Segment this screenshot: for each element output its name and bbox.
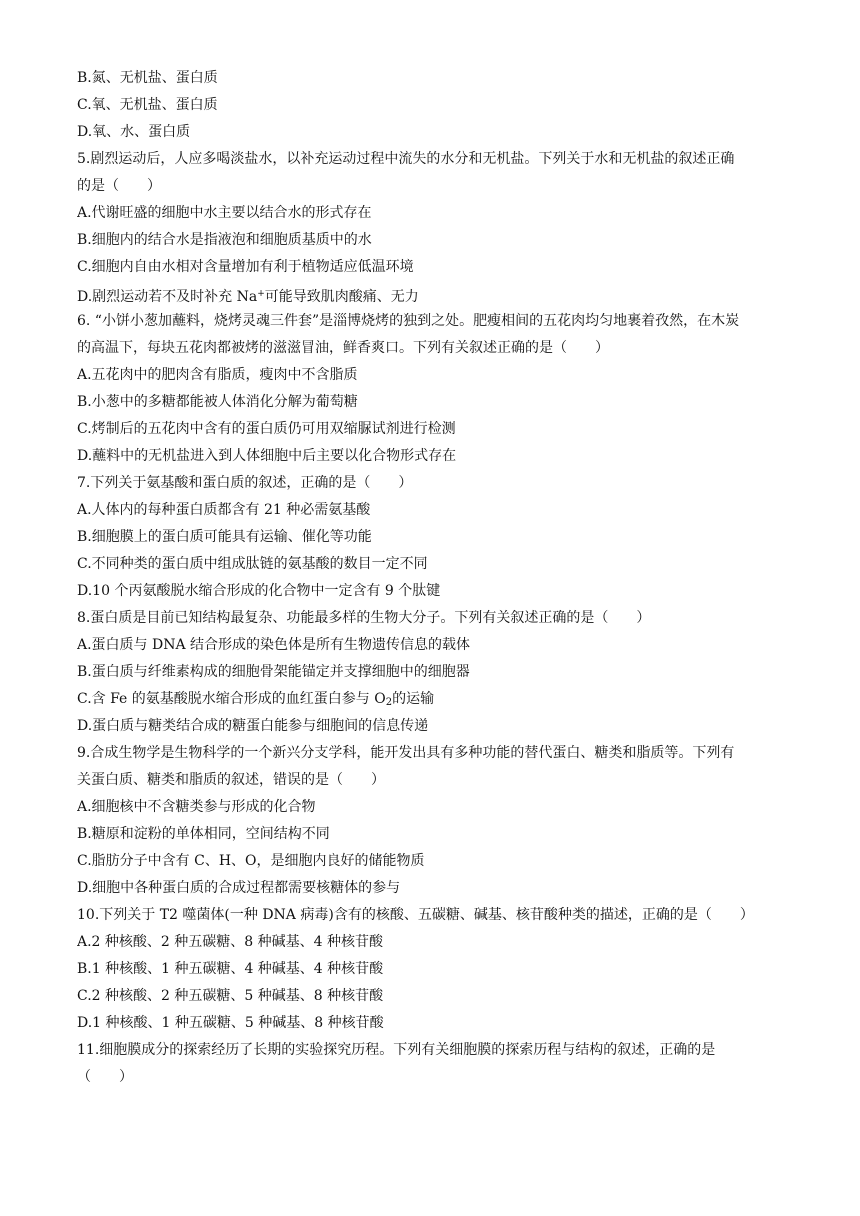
q6-option-a: A.五花肉中的肥肉含有脂质，瘦肉中不含脂质 bbox=[77, 367, 358, 383]
q4-option-b: B.氮、无机盐、蛋白质 bbox=[77, 70, 218, 86]
q9-option-a: A.细胞核中不含糖类参与形成的化合物 bbox=[77, 799, 316, 815]
q10-option-d: D.1 种核酸、1 种五碳糖、5 种碱基、8 种核苷酸 bbox=[77, 1015, 384, 1031]
sodium-charge: + bbox=[257, 289, 265, 299]
q5-option-c: C.细胞内自由水相对含量增加有利于植物适应低温环境 bbox=[77, 259, 414, 275]
q4-option-d: D.氧、水、蛋白质 bbox=[77, 124, 191, 140]
q9-option-b: B.糖原和淀粉的单体相同，空间结构不同 bbox=[77, 826, 330, 842]
q8-option-c bbox=[77, 688, 782, 710]
q5-option-d-text: D.剧烈运动若不及时补充 Na bbox=[77, 289, 258, 305]
q7-option-c: C.不同种类的蛋白质中组成肽链的氨基酸的数目一定不同 bbox=[77, 556, 428, 572]
q5-option-a: A.代谢旺盛的细胞中水主要以结合水的形式存在 bbox=[77, 205, 372, 221]
q9-stem-line1: 9.合成生物学是生物科学的一个新兴分支学科，能开发出具有多种功能的替代蛋白、糖类和脂质等。下列有 bbox=[77, 745, 735, 761]
q8-stem: 8.蛋白质是目前已知结构最复杂、功能最多样的生物大分子。下列有关叙述正确的是（ ） bbox=[77, 610, 651, 626]
q9-stem-line2: 关蛋白质、糖类和脂质的叙述，错误的是（ ） bbox=[77, 772, 385, 788]
q7-option-b: B.细胞膜上的蛋白质可能具有运输、催化等功能 bbox=[77, 529, 372, 545]
q10-option-b: B.1 种核酸、1 种五碳糖、4 种碱基、4 种核苷酸 bbox=[77, 961, 384, 977]
q8-option-d: D.蛋白质与糖类结合成的糖蛋白能参与细胞间的信息传递 bbox=[77, 718, 429, 734]
q11-stem-line1: 11.细胞膜成分的探索经历了长期的实验探究历程。下列有关细胞膜的探索历程与结构的叙述，正确的是 bbox=[77, 1042, 716, 1058]
q8-option-b: B.蛋白质与纤维素构成的细胞骨架能锚定并支撑细胞中的细胞器 bbox=[77, 664, 470, 680]
q6-stem-line2: 的高温下，每块五花肉都被烤的滋滋冒油，鲜香爽口。下列有关叙述正确的是（ ） bbox=[77, 340, 609, 356]
q6-option-b: B.小葱中的多糖都能被人体消化分解为葡萄糖 bbox=[77, 394, 358, 410]
oxygen-subscript: 2 bbox=[385, 697, 393, 708]
q5-stem-line2: 的是（ ） bbox=[77, 178, 161, 194]
q4-option-c: C.氧、无机盐、蛋白质 bbox=[77, 97, 218, 113]
q7-option-a: A.人体内的每种蛋白质都含有 21 种必需氨基酸 bbox=[77, 502, 371, 518]
q6-stem-line1: 6. “小饼小葱加蘸料，烧烤灵魂三件套”是淄博烧烤的独到之处。肥瘦相间的五花肉均匀地裹着孜然，在木炭 bbox=[77, 313, 740, 329]
q11-stem-line2: （ ） bbox=[77, 1069, 133, 1085]
q10-option-c: C.2 种核酸、2 种五碳糖、5 种碱基、8 种核苷酸 bbox=[77, 988, 384, 1004]
q7-option-d: D.10 个丙氨酸脱水缩合形成的化合物中一定含有 9 个肽键 bbox=[77, 583, 441, 599]
q5-option-b: B.细胞内的结合水是指液泡和细胞质基质中的水 bbox=[77, 232, 372, 248]
q9-option-d: D.细胞中各种蛋白质的合成过程都需要核糖体的参与 bbox=[77, 880, 401, 896]
q8-option-a: A.蛋白质与 DNA 结合形成的染色体是所有生物遗传信息的载体 bbox=[77, 637, 471, 653]
q10-option-a: A.2 种核酸、2 种五碳糖、8 种碱基、4 种核苷酸 bbox=[77, 934, 383, 950]
q5-stem-line1: 5.剧烈运动后，人应多喝淡盐水，以补充运动过程中流失的水分和无机盐。下列关于水和无机盐的叙述正确 bbox=[77, 151, 735, 167]
q9-option-c: C.脂肪分子中含有 C、H、O，是细胞内良好的储能物质 bbox=[77, 853, 425, 869]
q8-option-c-text: C.含 Fe 的氨基酸脱水缩合形成的血红蛋白参与 O bbox=[77, 691, 386, 707]
q8-option-c-tail: 的运输 bbox=[392, 691, 435, 707]
q5-option-d-tail: 可能导致肌肉酸痛、无力 bbox=[264, 289, 419, 305]
q6-option-d: D.蘸料中的无机盐进入到人体细胞中后主要以化合物形式存在 bbox=[77, 448, 457, 464]
q10-stem: 10.下列关于 T2 噬菌体(一种 DNA 病毒)含有的核酸、五碳糖、碱基、核苷酸种类的描述，正确的是（ ） bbox=[77, 907, 754, 923]
q7-stem: 7.下列关于氨基酸和蛋白质的叙述，正确的是（ ） bbox=[77, 475, 413, 491]
q5-option-d bbox=[77, 283, 782, 305]
q6-option-c: C.烤制后的五花肉中含有的蛋白质仍可用双缩脲试剂进行检测 bbox=[77, 421, 456, 437]
